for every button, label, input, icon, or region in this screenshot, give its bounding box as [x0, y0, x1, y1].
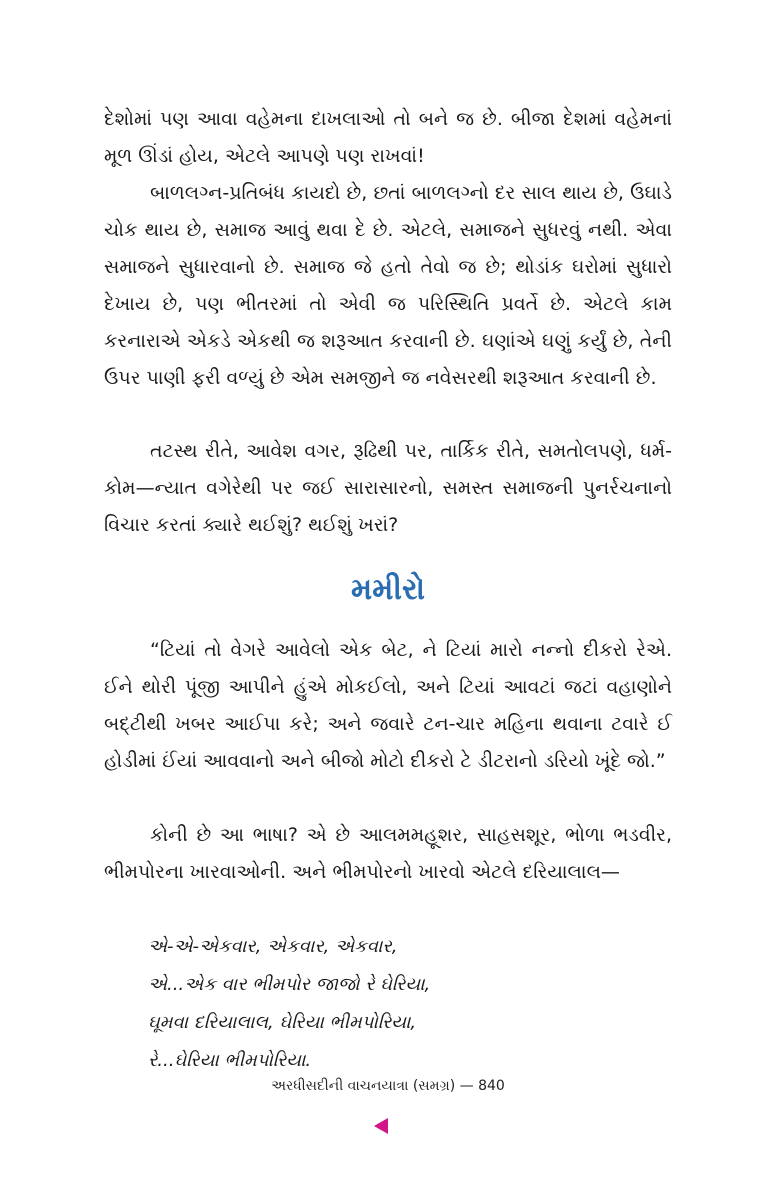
verse-block: [148, 928, 628, 1080]
section-heading: મમીરો: [351, 572, 425, 607]
previous-page-arrow-icon[interactable]: [374, 1118, 388, 1134]
verse-line: ઘૂમવા દરિયાલાલ, ઘેરિયા ભીમપોરિયા,: [148, 1012, 417, 1033]
paragraph-3: તટસ્થ રીતે, આવેશ વગર, રૂઢિથી પર, તાર્કિક રીતે, સમતોલપણે, ધર્મ-કોમ—ન્યાત વગેરેથી પર જઈ સારાસારનો, સમસ્ત સમાજની પુનર્રચનાનો વિચાર કરતાં ક્યારે થઈશું? થઈશું ખરાં?: [104, 440, 672, 536]
paragraph-1: દેશોમાં પણ આવા વહેમના દાખલાઓ તો બને જ છે. બીજા દેશમાં વહેમનાં મૂળ ઊંડાં હોય, એટલે આપણે પણ રાખવાં!: [104, 108, 672, 167]
page-footer: અરધીસદીની વાચનયાત્રા (સમગ્ર) — 840: [271, 1078, 505, 1094]
paragraph-4: “ટિયાં તો વેગરે આવેલો એક બેટ, ને ટિયાં મારો નન્નો દીકરો રેએ. ઈને થોરી પૂંજી આપીને હુંએ મોકઈલો, અને ટિયાં આવટાં જટાં વહાણોને બદ્ટીથી ખબર આઈપા કરે; અને જવારે ટન-ચાર મહિના થવાના ટવારે ઈ હોડીમાં ઈંયાં આવવાનો અને બીજો મોટો દીકરો ટે ડીટરાનો ડરિયો ખૂંદે જો.”: [104, 639, 672, 772]
verse-line: એ-એ-એકવાર, એકવાર, એકવાર,: [148, 936, 398, 957]
paragraph-5: કોની છે આ ભાષા? એ છે આલમમહૂશર, સાહસશૂર, ભોળા ભડવીર, ભીમપોરના ખારવાઓની. અને ભીમપોરનો ખારવો એટલે દરિયાલાલ—: [104, 824, 672, 883]
verse-line: એ...એક વાર ભીમપોર જાજો રે ઘેરિયા,: [148, 974, 431, 995]
paragraph-2: બાળલગ્ન-પ્રતિબંધ કાયદો છે, છતાં બાળલગ્નો દર સાલ થાય છે, ઉઘાડે ચોક થાય છે, સમાજ આવું થવા દે છે. એટલે, સમાજને સુધરવું નથી. એવા સમાજને સુધારવાનો છે. સમાજ જે હતો તેવો જ છે; થોડાંક ઘરોમાં સુધારો દેખાય છે, પણ ભીતરમાં તો એવી જ પરિસ્થિતિ પ્રવર્તે છે. એટલે કામ કરનારાએ એકડે એકથી જ શરૂઆત કરવાની છે. ઘણાંએ ઘણું કર્યું છે, તેની ઉપર પાણી ફરી વળ્યું છે એમ સમજીને જ નવેસરથી શરૂઆત કરવાની છે.: [104, 182, 672, 389]
verse-line: રે...ઘેરિયા ભીમપોરિયા.: [148, 1050, 312, 1071]
